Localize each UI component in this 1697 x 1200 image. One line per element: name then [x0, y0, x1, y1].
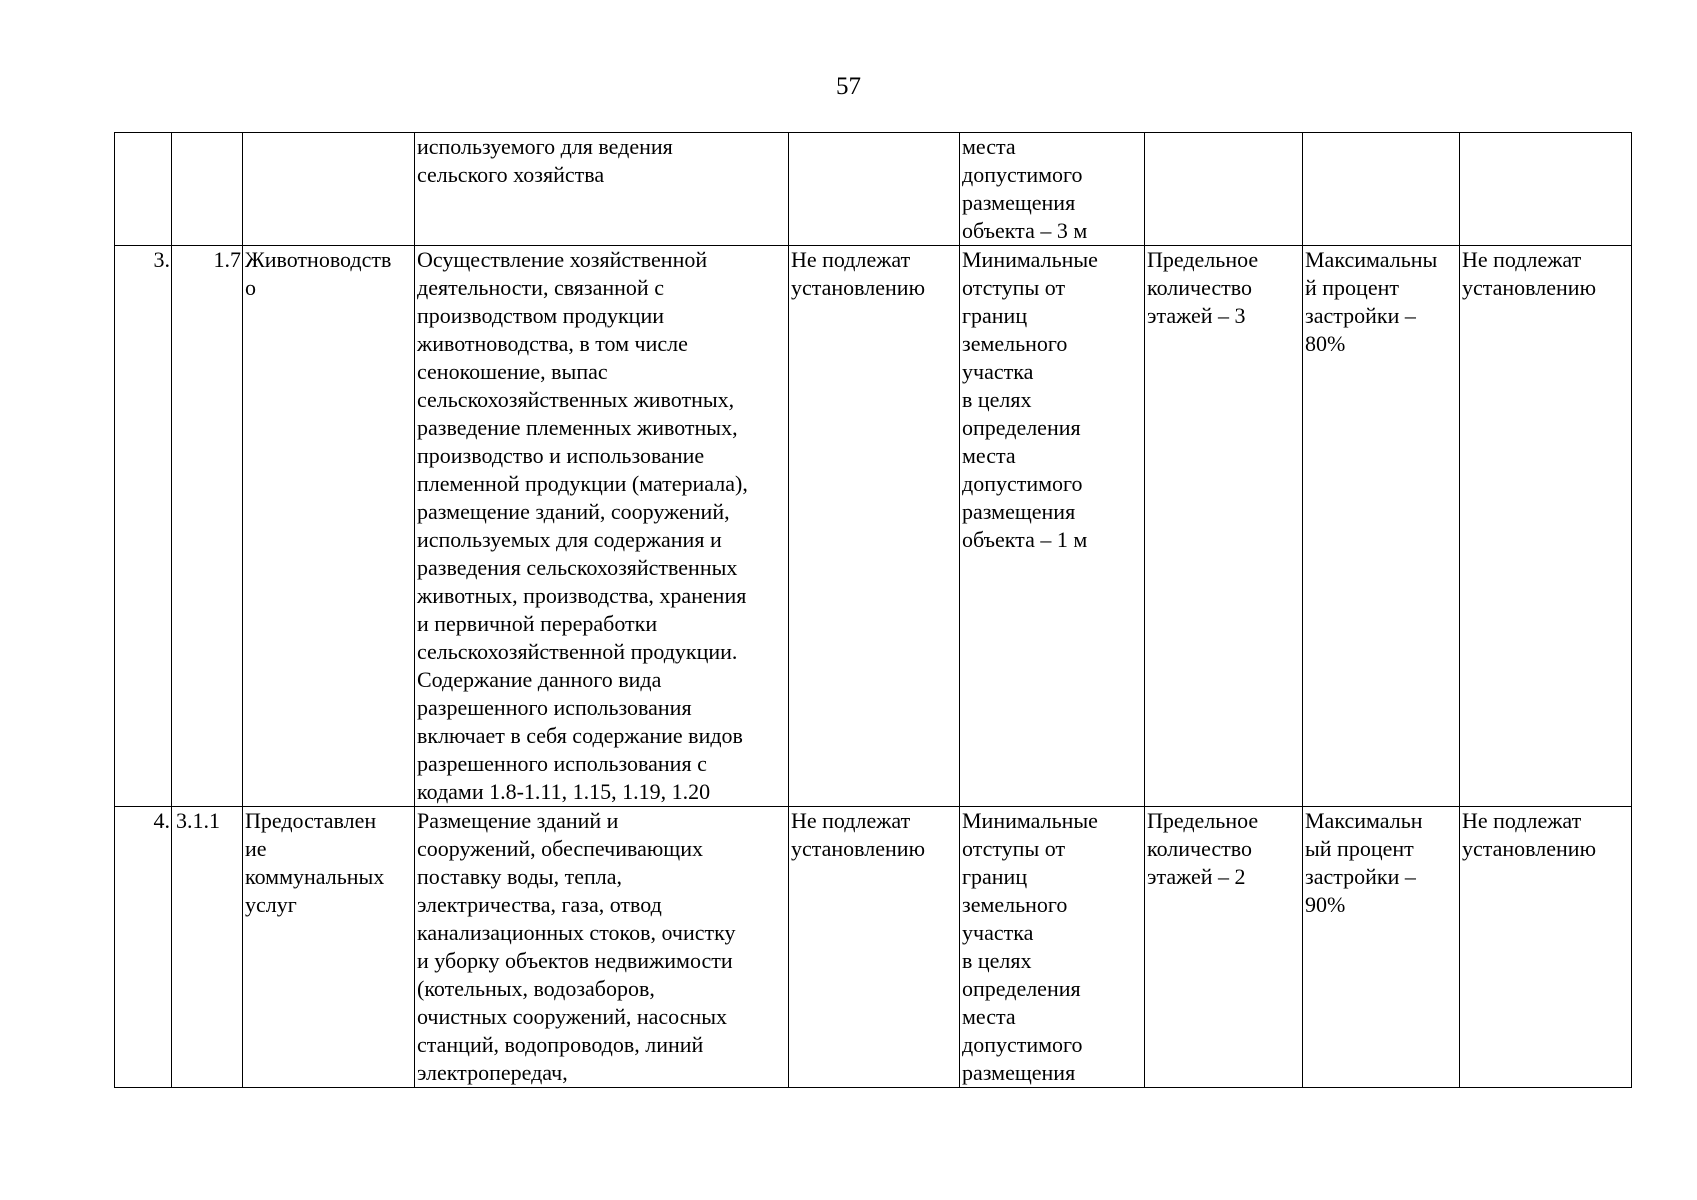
table-row [115, 807, 1632, 1088]
cell-text-line: Осуществление хозяйственной [417, 247, 708, 272]
table-body [115, 133, 1632, 1088]
cell-text-line: количество [1147, 836, 1253, 861]
cell-text-line: количество [1147, 275, 1253, 300]
cell-other-params [1460, 246, 1632, 807]
cell-text-line: установлению [1462, 836, 1597, 861]
cell-text-line: ый процент [1305, 836, 1414, 861]
cell-floors [1145, 246, 1303, 807]
cell-text-line: производством продукции [417, 303, 664, 328]
cell-text-line: границ [962, 303, 1028, 328]
cell-use-name [243, 807, 415, 1088]
cell-text-line: 80% [1305, 331, 1346, 356]
cell-text-line: места [962, 1004, 1016, 1029]
cell-use-name [243, 246, 415, 807]
cell-other-params [1460, 807, 1632, 1088]
cell-text-line: земельного [962, 892, 1068, 917]
cell-text-line: включает в себя содержание видов [417, 723, 743, 748]
cell-text-line: Максимальны [1305, 247, 1438, 272]
cell-text-line: Минимальные [962, 247, 1098, 272]
cell-use-description [415, 133, 789, 246]
cell-text-line: поставку воды, тепла, [417, 864, 622, 889]
cell-use-code: 3.1.1 [172, 807, 243, 1088]
table-row [115, 133, 1632, 246]
cell-text-line: коммунальных [245, 864, 385, 889]
cell-text-line: Не подлежат [791, 808, 911, 833]
cell-text-line: Минимальные [962, 808, 1098, 833]
cell-text-line: используемого для ведения [417, 134, 673, 159]
cell-text-line: застройки – [1305, 303, 1416, 328]
cell-use-code: 1.7 [172, 246, 243, 807]
page-number: 57 [836, 73, 861, 100]
cell-text-line: границ [962, 864, 1028, 889]
cell-text-line: электричества, газа, отвод [417, 892, 662, 917]
cell-text-line: участка [962, 920, 1034, 945]
cell-setbacks [960, 807, 1145, 1088]
cell-text-line: сооружений, обеспечивающих [417, 836, 703, 861]
cell-coverage [1303, 133, 1460, 246]
cell-row-number: 3. [115, 246, 172, 807]
cell-use-code [172, 133, 243, 246]
cell-text-line: в целях [962, 387, 1032, 412]
cell-text-line: допустимого [962, 1032, 1083, 1057]
cell-text-line: канализационных стоков, очистку [417, 920, 736, 945]
cell-text-line: Не подлежат [1462, 808, 1582, 833]
cell-text-line: (котельных, водозаборов, [417, 976, 655, 1001]
cell-text-line: разведение племенных животных, [417, 415, 738, 440]
cell-size-limits [789, 133, 960, 246]
cell-text-line: сельскохозяйственных животных, [417, 387, 735, 412]
cell-text-line: и первичной переработки [417, 611, 658, 636]
cell-text-line: установлению [791, 275, 926, 300]
cell-use-description [415, 807, 789, 1088]
cell-text-line: сельскохозяйственной продукции. [417, 639, 738, 664]
cell-text-line: сенокошение, выпас [417, 359, 608, 384]
land-use-regulations-table [114, 132, 1632, 1088]
cell-text-line: ие [245, 836, 267, 861]
cell-floors [1145, 133, 1303, 246]
cell-text-line: отступы от [962, 275, 1066, 300]
cell-text-line: очистных сооружений, насосных [417, 1004, 728, 1029]
cell-other-params [1460, 133, 1632, 246]
cell-text-line: производство и использование [417, 443, 705, 468]
cell-text-line: этажей – 2 [1147, 864, 1246, 889]
cell-use-name [243, 133, 415, 246]
cell-text-line: установлению [791, 836, 926, 861]
cell-text-line: кодами 1.8-1.11, 1.15, 1.19, 1.20 [417, 779, 711, 804]
cell-text-line: разрешенного использования [417, 695, 692, 720]
cell-text-line: о [245, 275, 256, 300]
cell-text-line: Предоставлен [245, 808, 377, 833]
cell-setbacks [960, 246, 1145, 807]
cell-text-line: и уборку объектов недвижимости [417, 948, 733, 973]
cell-text-line: участка [962, 359, 1034, 384]
cell-text-line: отступы от [962, 836, 1066, 861]
cell-text-line: разведения сельскохозяйственных [417, 555, 738, 580]
cell-text-line: размещения [962, 190, 1076, 215]
cell-text-line: Предельное [1147, 808, 1259, 833]
cell-text-line: животных, производства, хранения [417, 583, 747, 608]
cell-text-line: застройки – [1305, 864, 1416, 889]
cell-floors [1145, 807, 1303, 1088]
cell-text-line: й процент [1305, 275, 1399, 300]
cell-text-line: сельского хозяйства [417, 162, 605, 187]
cell-text-line: Размещение зданий и [417, 808, 619, 833]
cell-text-line: размещения [962, 499, 1076, 524]
cell-row-number [115, 133, 172, 246]
cell-text-line: в целях [962, 948, 1032, 973]
cell-text-line: допустимого [962, 162, 1083, 187]
cell-text-line: земельного [962, 331, 1068, 356]
cell-text-line: размещения [962, 1060, 1076, 1085]
cell-row-number: 4. [115, 807, 172, 1088]
cell-text-line: допустимого [962, 471, 1083, 496]
cell-size-limits [789, 246, 960, 807]
cell-setbacks [960, 133, 1145, 246]
cell-text-line: животноводства, в том числе [417, 331, 688, 356]
cell-text-line: используемых для содержания и [417, 527, 722, 552]
table-row [115, 246, 1632, 807]
cell-text-line: Максимальн [1305, 808, 1423, 833]
cell-text-line: места [962, 443, 1016, 468]
cell-text-line: разрешенного использования с [417, 751, 707, 776]
cell-text-line: определения [962, 415, 1081, 440]
cell-text-line: определения [962, 976, 1081, 1001]
cell-text-line: Предельное [1147, 247, 1259, 272]
cell-coverage [1303, 807, 1460, 1088]
cell-text-line: размещение зданий, сооружений, [417, 499, 730, 524]
cell-text-line: деятельности, связанной с [417, 275, 664, 300]
cell-text-line: места [962, 134, 1016, 159]
cell-use-description [415, 246, 789, 807]
cell-text-line: 90% [1305, 892, 1346, 917]
cell-text-line: услуг [245, 892, 297, 917]
cell-text-line: Не подлежат [791, 247, 911, 272]
cell-size-limits [789, 807, 960, 1088]
cell-coverage [1303, 246, 1460, 807]
cell-text-line: этажей – 3 [1147, 303, 1246, 328]
cell-text-line: установлению [1462, 275, 1597, 300]
cell-text-line: племенной продукции (материала), [417, 471, 748, 496]
cell-text-line: Животноводств [245, 247, 392, 272]
cell-text-line: объекта – 3 м [962, 218, 1088, 243]
cell-text-line: объекта – 1 м [962, 527, 1088, 552]
cell-text-line: Не подлежат [1462, 247, 1582, 272]
cell-text-line: Содержание данного вида [417, 667, 662, 692]
cell-text-line: станций, водопроводов, линий [417, 1032, 704, 1057]
cell-text-line: электропередач, [417, 1060, 568, 1085]
